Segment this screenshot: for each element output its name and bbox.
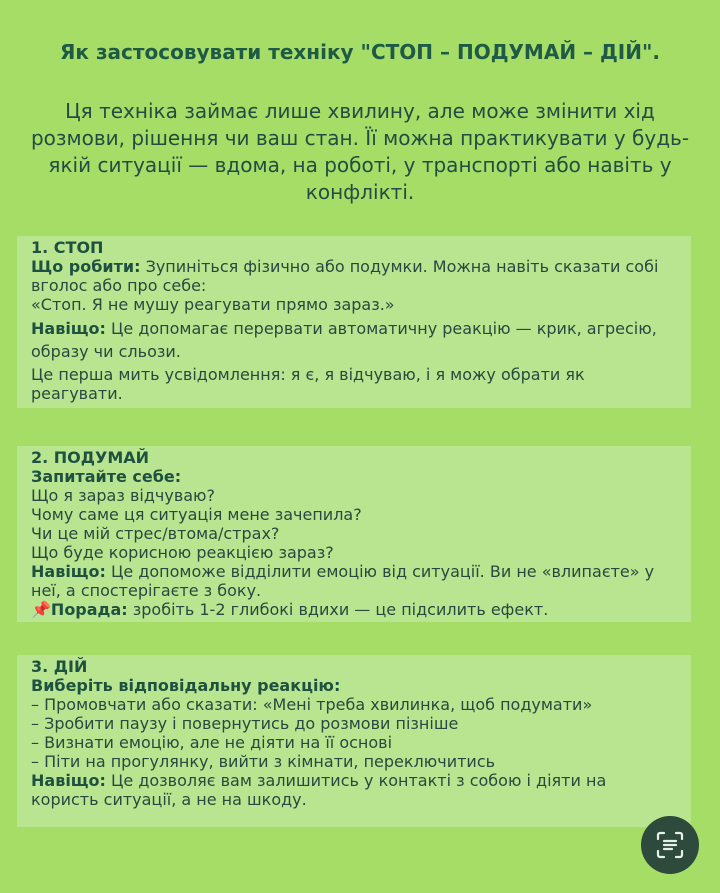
why-text: Це допомагає перервати автоматичну реакцію — крик, агресію, образу чи сльози. xyxy=(31,319,657,361)
why-label: Навіщо: xyxy=(31,771,106,790)
intro-text: Ця техніка займає лише хвилину, але може змінити хід розмови, рішення чи ваш стан. Її можна практикувати у будь-якій ситуації — вдома, на роботі, у транспорті або навіть у конфлікті. xyxy=(30,99,690,204)
section-act xyxy=(17,655,691,827)
page-title: Як застосовувати техніку "СТОП – ПОДУМАЙ – ДІЙ". xyxy=(60,40,660,64)
why-text: Це допоможе відділити емоцію від ситуації. Ви не «влипаєте» у неї, а спостерігаєте з боку. xyxy=(31,562,655,600)
text-scan-button[interactable] xyxy=(641,816,699,874)
section-heading: 2. ПОДУМАЙ xyxy=(31,448,150,467)
question-item: Чи це мій стрес/втома/страх? xyxy=(31,524,280,543)
option-item: – Піти на прогулянку, вийти з кімнати, переключитись xyxy=(31,752,496,771)
why-label: Навіщо: xyxy=(31,562,106,581)
tip-text: зробіть 1-2 глибокі вдихи — це підсилить ефект. xyxy=(127,600,549,619)
why-line xyxy=(31,562,677,600)
why-text: Це дозволяє вам залишитись у контакті з собою і діяти на користь ситуації, а не на шкоду. xyxy=(31,771,607,809)
option-item: – Визнати емоцію, але не діяти на її основі xyxy=(31,733,393,752)
option-item: – Зробити паузу і повернутись до розмови пізніше xyxy=(31,714,459,733)
question-item: Що буде корисною реакцією зараз? xyxy=(31,543,334,562)
what-to-do xyxy=(31,257,677,295)
text-scan-icon xyxy=(655,830,685,860)
what-label: Що робити: xyxy=(31,257,141,276)
what-text: Зупиніться фізично або подумки. Можна навіть сказати собі вголос або про себе: xyxy=(31,257,659,295)
ask-label: Запитайте себе: xyxy=(31,467,182,486)
note-text: Це перша мить усвідомлення: я є, я відчуваю, і я можу обрати як реагувати. xyxy=(31,365,585,403)
question-item: Що я зараз відчуваю? xyxy=(31,486,216,505)
why-label: Навіщо: xyxy=(31,319,106,338)
tip-label: Порада: xyxy=(50,600,128,619)
section-heading: 3. ДІЙ xyxy=(31,657,88,676)
section-think xyxy=(17,446,691,622)
why-line xyxy=(31,317,677,363)
option-item: – Промовчати або сказати: «Мені треба хвилинка, щоб подумати» xyxy=(31,695,593,714)
question-item: Чому саме ця ситуація мене зачепила? xyxy=(31,505,362,524)
why-line xyxy=(31,771,677,809)
quote-text: «Стоп. Я не мушу реагувати прямо зараз.» xyxy=(31,295,395,314)
section-heading: 1. СТОП xyxy=(31,238,104,257)
choose-label: Виберіть відповідальну реакцію: xyxy=(31,676,341,695)
tip-line xyxy=(31,600,677,619)
section-stop xyxy=(17,236,691,408)
pushpin-icon: 📌 xyxy=(31,600,51,619)
